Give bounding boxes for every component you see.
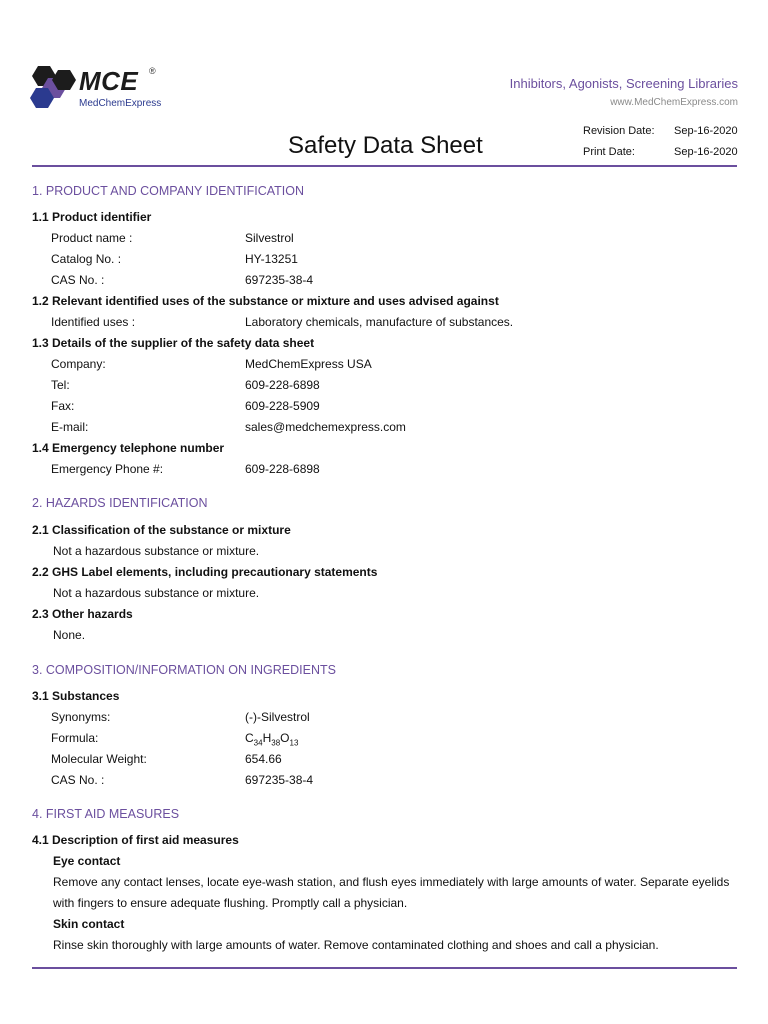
formula-value: $C_{34}H_{38}O_{13}$ bbox=[245, 731, 299, 748]
company-value: MedChemExpress USA bbox=[245, 357, 372, 371]
subsection-1-4: 1.4 Emergency telephone number bbox=[32, 441, 225, 455]
footer-divider bbox=[32, 967, 737, 969]
fax-value: 609-228-5909 bbox=[245, 399, 320, 413]
ghs-label-text: Not a hazardous substance or mixture. bbox=[53, 586, 260, 600]
logo-text: MCE bbox=[79, 66, 139, 96]
product-name-value: Silvestrol bbox=[245, 231, 294, 245]
skin-contact-heading: Skin contact bbox=[53, 917, 125, 931]
website-link[interactable]: www.MedChemExpress.com bbox=[610, 97, 738, 108]
identified-uses-label: Identified uses : bbox=[51, 315, 136, 329]
cas-label-2: CAS No. : bbox=[51, 773, 105, 787]
emergency-phone-value: 609-228-6898 bbox=[245, 462, 320, 476]
subsection-1-3: 1.3 Details of the supplier of the safety data sheet bbox=[32, 336, 315, 350]
molecular-weight-label: Molecular Weight: bbox=[51, 752, 147, 766]
email-label: E-mail: bbox=[51, 420, 89, 434]
email-link[interactable]: sales@medchemexpress.com bbox=[245, 420, 406, 434]
logo-subtitle: MedChemExpress bbox=[79, 98, 162, 109]
eye-contact-heading: Eye contact bbox=[53, 854, 121, 868]
company-label: Company: bbox=[51, 357, 106, 371]
subsection-2-2: 2.2 GHS Label elements, including precautionary statements bbox=[32, 565, 378, 579]
formula-label: Formula: bbox=[51, 731, 99, 745]
synonyms-label: Synonyms: bbox=[51, 710, 111, 724]
molecular-weight-value: 654.66 bbox=[245, 752, 282, 766]
revision-date-label: Revision Date: bbox=[583, 125, 655, 137]
cas-value-2: 697235-38-4 bbox=[245, 773, 314, 787]
print-date-label: Print Date: bbox=[583, 146, 635, 158]
tel-label: Tel: bbox=[51, 378, 70, 392]
subsection-1-1: 1.1 Product identifier bbox=[32, 210, 152, 224]
print-date: Sep-16-2020 bbox=[674, 146, 738, 158]
subsection-2-1: 2.1 Classification of the substance or mixture bbox=[32, 523, 291, 537]
tel-value: 609-228-6898 bbox=[245, 378, 320, 392]
section-1-title: 1. PRODUCT AND COMPANY IDENTIFICATION bbox=[32, 184, 305, 198]
identified-uses-value: Laboratory chemicals, manufacture of substances. bbox=[245, 315, 514, 329]
registered-mark: ® bbox=[149, 66, 156, 76]
cas-value: 697235-38-4 bbox=[245, 273, 314, 287]
section-3-title: 3. COMPOSITION/INFORMATION ON INGREDIENTS bbox=[32, 663, 336, 677]
subsection-1-2: 1.2 Relevant identified uses of the substance or mixture and uses advised against bbox=[32, 294, 499, 308]
section-4-title: 4. FIRST AID MEASURES bbox=[32, 807, 180, 821]
synonyms-value: (-)-Silvestrol bbox=[245, 710, 310, 724]
tagline: Inhibitors, Agonists, Screening Libraries bbox=[509, 76, 738, 91]
catalog-value: HY-13251 bbox=[245, 252, 298, 266]
subsection-2-3: 2.3 Other hazards bbox=[32, 607, 133, 621]
revision-date: Sep-16-2020 bbox=[674, 125, 738, 137]
fax-label: Fax: bbox=[51, 399, 75, 413]
subsection-3-1: 3.1 Substances bbox=[32, 689, 120, 703]
catalog-label: Catalog No. : bbox=[51, 252, 122, 266]
subsection-4-1: 4.1 Description of first aid measures bbox=[32, 833, 239, 847]
header-divider bbox=[32, 165, 737, 167]
skin-contact-text: Rinse skin thoroughly with large amounts of water. Remove contaminated clothing and shoes and call a physician. bbox=[53, 938, 659, 952]
product-name-label: Product name : bbox=[51, 231, 133, 245]
document-title: Safety Data Sheet bbox=[288, 132, 483, 159]
eye-contact-text: Remove any contact lenses, locate eye-wash station, and flush eyes immediately with large amounts of water. Separate eyelids with fingers to ensure adequate flushing. Promptly call a physician. bbox=[53, 875, 730, 910]
cas-label: CAS No. : bbox=[51, 273, 105, 287]
section-2-title: 2. HAZARDS IDENTIFICATION bbox=[32, 496, 208, 510]
emergency-phone-label: Emergency Phone #: bbox=[51, 462, 164, 476]
classification-text: Not a hazardous substance or mixture. bbox=[53, 544, 260, 558]
other-hazards-text: None. bbox=[53, 628, 86, 642]
